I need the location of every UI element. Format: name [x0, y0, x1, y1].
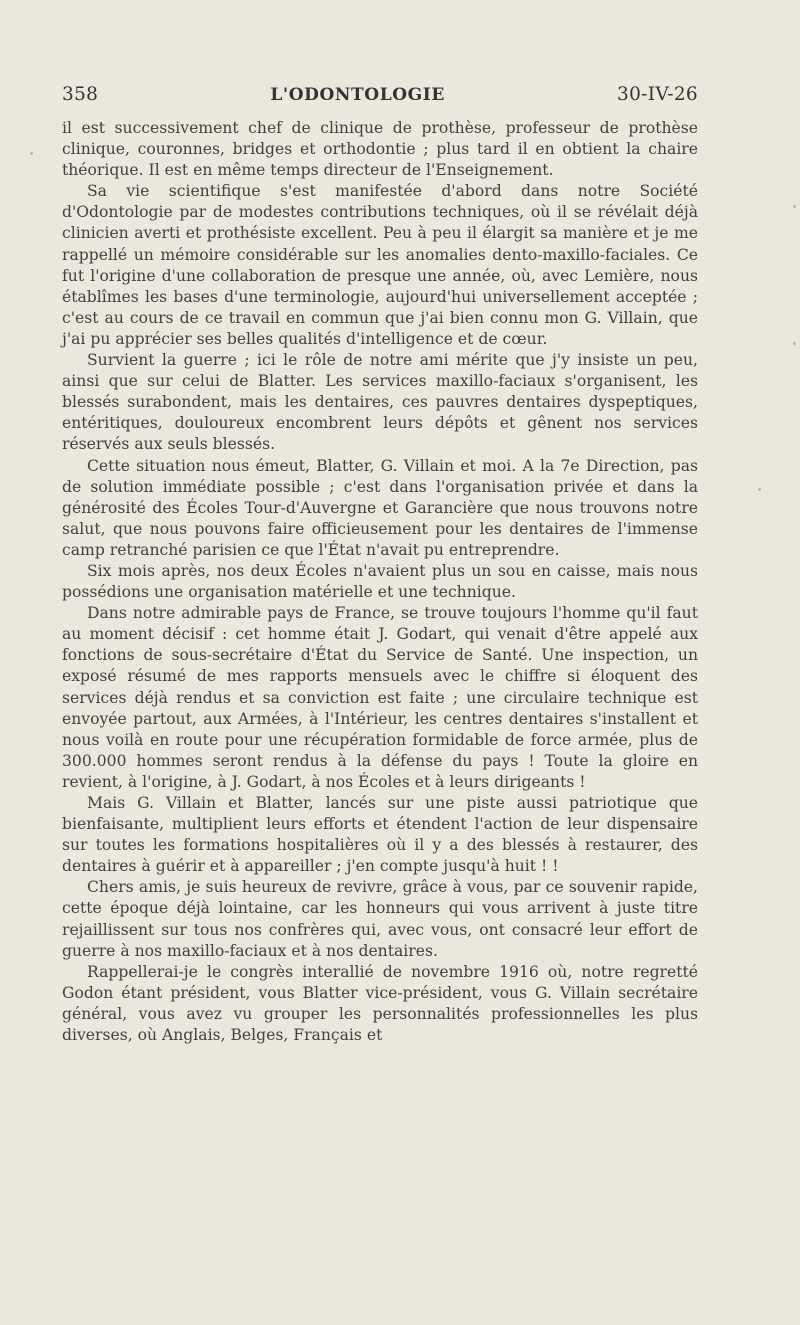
paper-speck — [758, 488, 761, 491]
page-number: 358 — [62, 84, 99, 105]
paragraph: Mais G. Villain et Blatter, lancés sur une piste aussi patriotique que bienfaisante, multiplient leurs efforts et étendent l'action de leur dispensaire sur toutes les formations hospitalières où il y a des blessés à restaurer, des dentaires à guérir et à appareiller ; j'en compte jusqu'à huit ! ! — [62, 794, 698, 876]
article-body — [62, 118, 698, 1046]
paragraph: Survient la guerre ; ici le rôle de notre ami mérite que j'y insiste un peu, ainsi que sur celui de Blatter. Les services maxillo-faciaux s'organisent, les blessés surabondent, mais les dentaires, ces pauvres dentaires dyspeptiques, entéritiques, douloureux encombrent leurs dépôts et gênent nos services réservés aux seuls blessés. — [62, 351, 698, 454]
journal-title: L'ODONTOLOGIE — [270, 85, 445, 105]
paragraph: Six mois après, nos deux Écoles n'avaient plus un sou en caisse, mais nous possédions une organisation matérielle et une technique. — [62, 561, 698, 602]
paper-speck — [30, 152, 33, 155]
paper-speck — [793, 342, 796, 345]
paragraph: il est successivement chef de clinique de prothèse, professeur de prothèse clinique, couronnes, bridges et orthodontie ; plus tard il en obtient la chaire théorique. Il est en même temps directeur de l'Enseignement. — [62, 119, 698, 180]
paragraph: Rappellerai-je le congrès interallié de novembre 1916 où, notre regretté Godon étant président, vous Blatter vice-président, vous G. Villain secrétaire général, vous avez vu grouper les personnalités professionnelles les plus diverses, où Anglais, Belges, Français et — [62, 962, 698, 1045]
paper-speck — [793, 205, 796, 208]
paragraph: Chers amis, je suis heureux de revivre, grâce à vous, par ce souvenir rapide, cette époque déjà lointaine, car les honneurs qui vous arrivent à juste titre rejaillissent sur tous nos confrères qui, avec vous, ont consacré leur effort de guerre à nos maxillo-faciaux et à nos dentaires. — [62, 878, 698, 960]
paragraph: Dans notre admirable pays de France, se trouve toujours l'homme qu'il faut au moment décisif : cet homme était J. Godart, qui venait d'être appelé aux fonctions de sous-secrétaire d'État du Service de Santé. Une inspection, un exposé résumé de mes rapports mensuels avec le chiffre si éloquent des services déjà rendus et sa conviction est faite ; une circulaire technique est envoyée partout, aux Armées, à l'Intérieur, les centres dentaires s'installent et nous voilà en route pour une récupération formidable de force armée, plus de 300.000 hommes seront rendus à la défense du pays ! Toute la gloire en revient, à l'origine, à J. Godart, à nos Écoles et à leurs dirigeants ! — [62, 604, 698, 791]
issue-date: 30-IV-26 — [617, 84, 698, 105]
paragraph: Sa vie scientifique s'est manifestée d'abord dans notre Société d'Odontologie par de modestes contributions techniques, où il se révélait déjà clinicien averti et prothésiste excellent. Peu à peu il élargit sa manière et je me rappellé un mémoire considérable sur les anomalies dento-maxillo-faciales. Ce fut l'origine d'une collaboration de presque une année, où, avec Lemière, nous établîmes les bases d'une terminologie, aujourd'hui universellement acceptée ; c'est au cours de ce travail en commun que j'ai bien connu mon G. Villain, que j'ai pu apprécier ses belles qualités d'intelligence et de cœur. — [62, 182, 698, 348]
paragraph: Cette situation nous émeut, Blatter, G. Villain et moi. A la 7e Direction, pas de solution immédiate possible ; c'est dans l'organisation privée et dans la générosité des Écoles Tour-d'Auvergne et Garancière que nous trouvons notre salut, que nous pouvons faire officieusement pour les dentaires de l'immense camp retranché parisien ce que l'État n'avait pu entreprendre. — [62, 456, 698, 559]
running-header — [62, 84, 698, 112]
